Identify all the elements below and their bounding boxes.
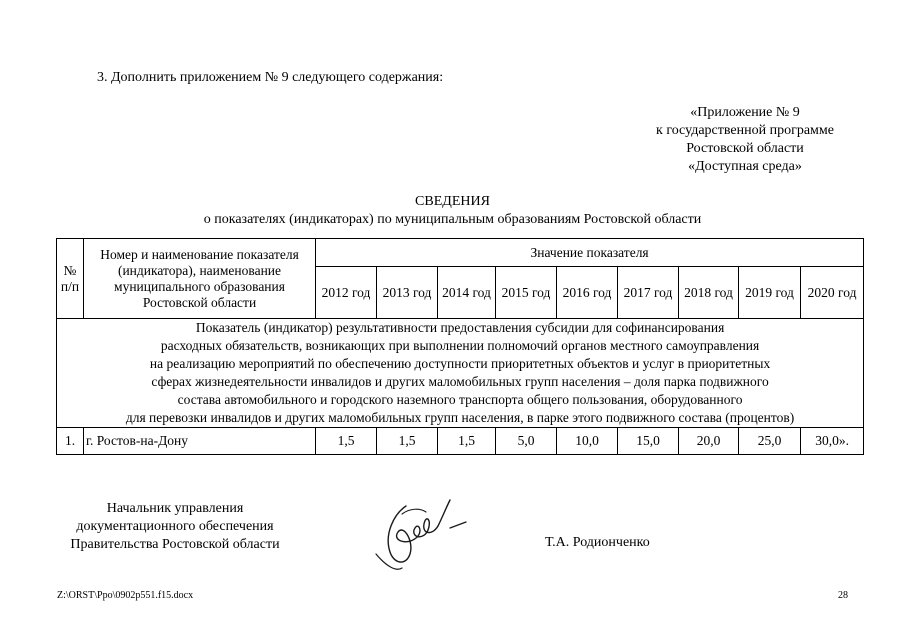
value-cell: 1,5 xyxy=(316,428,377,455)
year-header: 2013 год xyxy=(377,267,438,319)
signatory-name: Т.А. Родионченко xyxy=(545,535,650,550)
appendix-line: Ростовской области xyxy=(686,141,804,156)
page-number: 28 xyxy=(838,590,848,601)
position-line: документационного обеспечения xyxy=(76,519,274,534)
indicator-description xyxy=(57,319,864,428)
value-cell: 20,0 xyxy=(679,428,739,455)
description-line: расходных обязательств, возникающих при выполнении полномочий органов местного самоуправления xyxy=(160,338,760,353)
heading-subtitle: о показателях (индикаторах) по муниципальным образованиям Ростовской области xyxy=(203,212,702,227)
header-indicator-name: Номер и наименование показателя (индикатора), наименование муниципального образования Ростовской области xyxy=(84,239,316,319)
position-line: Правительства Ростовской области xyxy=(70,537,280,552)
year-header: 2018 год xyxy=(679,267,739,319)
year-header: 2017 год xyxy=(618,267,679,319)
description-line: Показатель (индикатор) результативности предоставления субсидии для софинансирования xyxy=(195,320,725,335)
position-line: Начальник управления xyxy=(106,501,244,516)
year-header: 2012 год xyxy=(316,267,377,319)
handwritten-signature xyxy=(366,494,476,574)
description-line: для перевозки инвалидов и других маломобильных групп населения, в парке этого подвижного состава (процентов) xyxy=(125,410,795,425)
value-cell: 1,5 xyxy=(438,428,496,455)
appendix-line: к государственной программе xyxy=(656,123,834,138)
indicator-table xyxy=(56,238,864,455)
appendix-line: «Приложение № 9 xyxy=(690,105,800,120)
intro-text: 3. Дополнить приложением № 9 следующего содержания: xyxy=(97,70,444,85)
document-heading xyxy=(0,193,905,229)
appendix-header xyxy=(620,104,870,176)
value-cell: 30,0». xyxy=(801,428,864,455)
year-header: 2016 год xyxy=(557,267,618,319)
heading-title: СВЕДЕНИЯ xyxy=(415,194,490,209)
year-header: 2019 год xyxy=(739,267,801,319)
year-header: 2015 год xyxy=(496,267,557,319)
header-number: № п/п xyxy=(57,239,84,319)
value-cell: 10,0 xyxy=(557,428,618,455)
row-number: 1. xyxy=(57,428,84,455)
appendix-line: «Доступная среда» xyxy=(688,159,802,174)
year-header: 2014 год xyxy=(438,267,496,319)
row-municipality: г. Ростов-на-Дону xyxy=(84,428,316,455)
value-cell: 15,0 xyxy=(618,428,679,455)
value-cell: 1,5 xyxy=(377,428,438,455)
signatory-position xyxy=(60,500,290,554)
description-line: сферах жизнедеятельности инвалидов и других маломобильных групп населения – доля парка подвижного xyxy=(151,374,769,389)
header-values: Значение показателя xyxy=(316,239,864,267)
value-cell: 5,0 xyxy=(496,428,557,455)
footer-file-path: Z:\ORST\Ppo\0902p551.f15.docx xyxy=(57,590,194,601)
table-row xyxy=(57,428,864,455)
description-line: состава автомобильного и городского наземного транспорта общего пользования, оборудованного xyxy=(177,392,743,407)
value-cell: 25,0 xyxy=(739,428,801,455)
description-line: на реализацию мероприятий по обеспечению доступности приоритетных объектов и услуг в приоритетных xyxy=(149,356,771,371)
year-header: 2020 год xyxy=(801,267,864,319)
